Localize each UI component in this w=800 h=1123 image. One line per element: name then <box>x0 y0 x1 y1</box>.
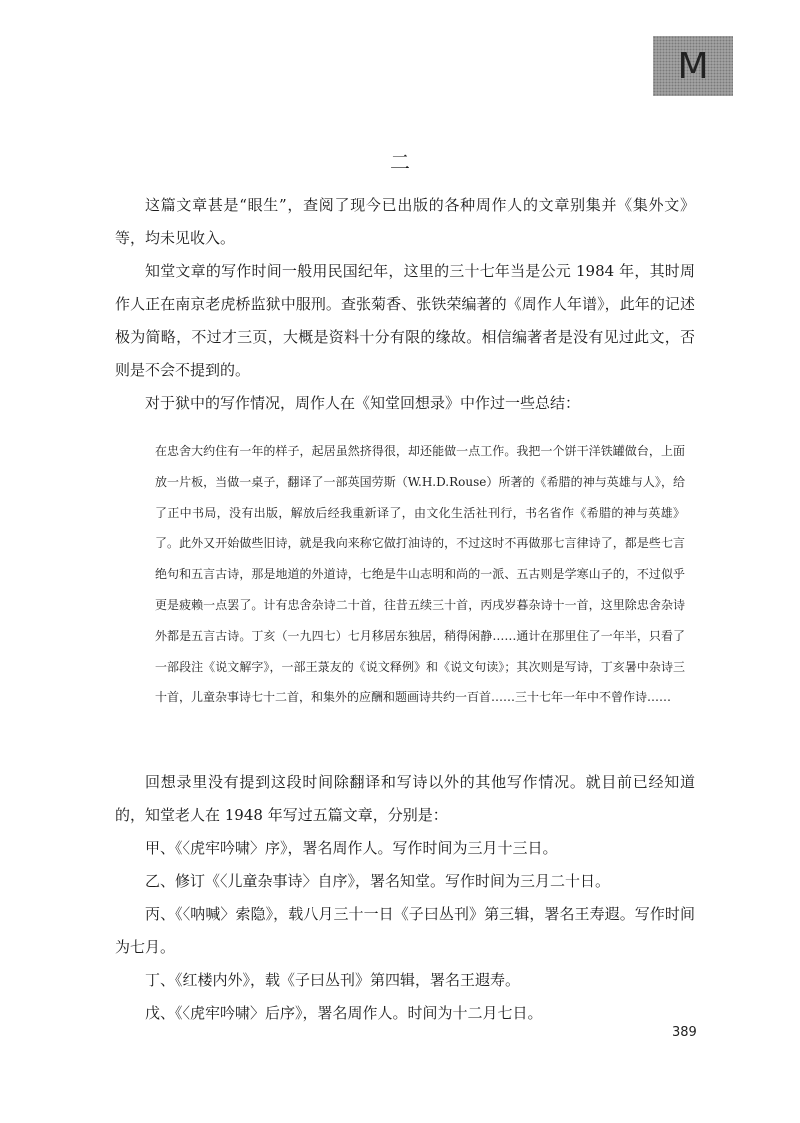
section-tab <box>653 36 733 96</box>
article-item: 丙、《〈呐喊〉索隐》，载八月三十一日《子曰丛刊》第三辑，署名王寿遐。写作时间为七月。 <box>115 905 695 956</box>
section-number: 二 <box>390 150 410 174</box>
page-number: 389 <box>672 1025 697 1040</box>
paragraph: 回想录里没有提到这段时间除翻译和写诗以外的其他写作情况。就目前已经知道的，知堂老人在 1948 年写过五篇文章，分别是： <box>115 773 695 824</box>
paragraph: 对于狱中的写作情况，周作人在《知堂回想录》中作过一些总结： <box>145 394 581 412</box>
article-item: 甲、《〈虎牢吟啸〉序》，署名周作人。写作时间为三月十三日。 <box>145 839 558 857</box>
article-item: 丁、《红楼内外》，载《子曰丛刊》第四辑，署名王遐寿。 <box>145 971 521 989</box>
article-item: 戊、《〈虎牢吟啸〉后序》，署名周作人。时间为十二月七日。 <box>145 1004 543 1022</box>
block-quote <box>155 436 685 713</box>
paragraph: 知堂文章的写作时间一般用民国纪年，这里的三十七年当是公元 1984 年，其时周作人正在南京老虎桥监狱中服刑。查张菊香、张铁荣编著的《周作人年谱》，此年的记述极为简略，不过才三页，大概是资料十分有限的缘故。相信编著者是没有见过此文，否则是不会不提到的。 <box>115 262 695 379</box>
article-list-section <box>115 766 695 1030</box>
article-item: 乙、修订《〈儿童杂事诗〉自序》，署名知堂。写作时间为三月二十日。 <box>145 872 611 890</box>
intro-text <box>115 189 695 420</box>
section-tab-letter: M <box>677 45 709 87</box>
paragraph: 这篇文章甚是“眼生”，查阅了现今已出版的各种周作人的文章别集并《集外文》等，均未见收入。 <box>115 196 695 247</box>
quote-text: 在忠舍大约住有一年的样子，起居虽然挤得很，却还能做一点工作。我把一个饼干洋铁罐做台，上面放一片板，当做一桌子，翻译了一部英国劳斯（W.H.D.Rouse）所著的《希腊的神与英雄与人》，给了正中书局，没有出版，解放后经我重新译了，由文化生活社刊行，书名省作《希腊的神与英雄》了。此外又开始做些旧诗，就是我向来称它做打油诗的，不过这时不再做那七言律诗了，都是些七言绝句和五言古诗，那是地道的外道诗，七绝是牛山志明和尚的一派、五古则是学寒山子的，不过似乎更是疲赖一点罢了。计有忠舍杂诗二十首，往昔五续三十首，丙戌岁暮杂诗十一首，这里除忠舍杂诗外都是五言古诗。丁亥（一九四七）七月移居东独居，稍得闲静……通计在那里住了一年半，只看了一部段注《说文解字》，一部王菉友的《说文释例》和《说文句读》；其次则是写诗，丁亥暑中杂诗三十首，儿童杂事诗七十二首，和集外的应酬和题画诗共约一百首……三十七年一年中不曾作诗…… <box>155 444 685 705</box>
